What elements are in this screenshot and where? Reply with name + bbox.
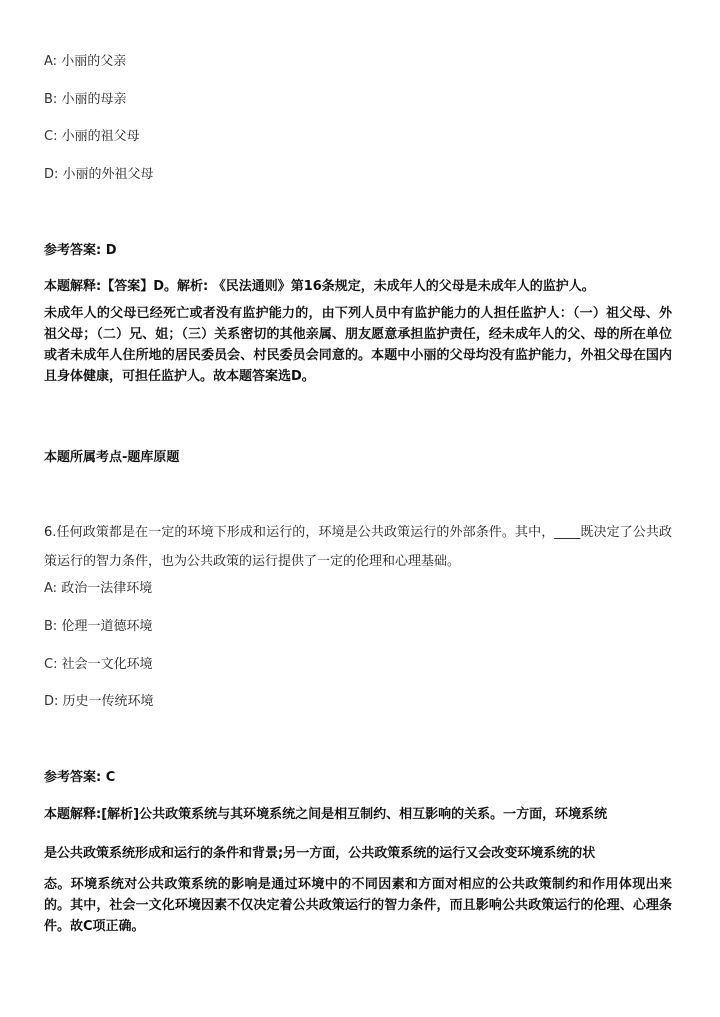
option-letter: D: [44,694,59,709]
q5-analysis-body: 未成年人的父母已经死亡或者没有监护能力的，由下列人员中有监护能力的人担任监护人：（一）祖父母、外祖父母；（二）兄、姐；（三）关系密切的其他亲属、朋友愿意承担监护责任，经未成年人的父、母的所在单位或者未成年人住所地的居民委员会、村民委员会同意的。本题中小丽的父母均没有监护能力，外祖父母在国内且身体健康，可担任监护人。故本题答案选D。 [44,306,672,384]
option-letter: B: [44,619,58,634]
q6-analysis-body: 态。环境系统对公共政策系统的影响是通过环境中的不同因素和方面对相应的公共政策制约和作用体现出来的。其中，社会一文化环境因素不仅决定着公共政策运行的智力条件，而且影响公共政策运行的伦理、心理条件。故C项正确。 [44,877,672,934]
option-text: 政治一法律环境 [61,581,153,596]
option-letter: D: [44,167,59,182]
option-text: 小丽的母亲 [61,92,127,107]
q6-stem: 6.任何政策都是在一定的环境下形成和运行的，环境是公共政策运行的外部条件。其中，____既决定了公共政策运行的智力条件，也为公共政策的运行提供了一定的伦理和心理基础。 [44,525,672,569]
q5-analysis-intro: 本题解释:【答案】D。解析: 《民法通则》第16条规定，未成年人的父母是未成年人的监护人。 [44,279,595,294]
q6-answer: 参考答案: C [44,770,116,785]
option-letter: C: [44,657,58,672]
q6-option-b [44,618,152,635]
q6-option-a [44,580,152,597]
option-letter: A: [44,54,58,69]
q6-option-c [44,656,153,673]
q5-option-b [44,91,126,108]
q5-option-a [44,53,126,70]
q5-answer: 参考答案: D [44,243,117,258]
option-text: 社会一文化环境 [61,657,153,672]
option-text: 小丽的祖父母 [61,129,140,144]
q6-analysis-line2: 是公共政策系统形成和运行的条件和背景;另一方面，公共政策系统的运行又会改变环境系统的状 [44,846,596,861]
option-letter: A: [44,581,58,596]
q6-option-d [44,693,154,710]
option-text: 小丽的外祖父母 [62,167,154,182]
q5-option-c [44,128,140,145]
option-text: 伦理一道德环境 [61,619,153,634]
option-text: 小丽的父亲 [61,54,127,69]
q5-option-d [44,166,154,183]
q5-source-tag: 本题所属考点-题库原题 [44,450,180,465]
q6-analysis-line1: 本题解释:[解析]公共政策系统与其环境系统之间是相互制约、相互影响的关系。一方面，环境系统 [44,807,608,822]
option-letter: C: [44,129,58,144]
option-letter: B: [44,92,58,107]
option-text: 历史一传统环境 [62,694,154,709]
